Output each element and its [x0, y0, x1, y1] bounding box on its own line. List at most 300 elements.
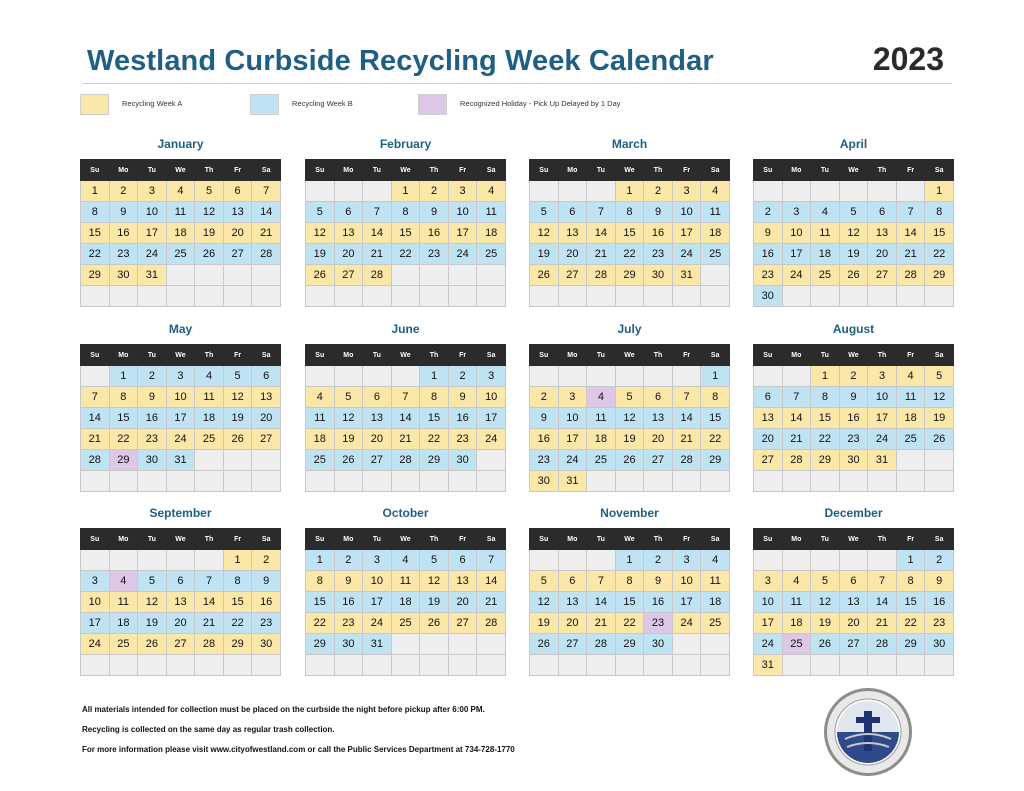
empty-day-cell: [558, 286, 587, 307]
day-cell: 21: [868, 613, 897, 634]
empty-day-cell: [615, 655, 644, 676]
day-cell: 26: [925, 429, 954, 450]
day-cell: 20: [334, 244, 363, 265]
day-cell: 8: [896, 571, 925, 592]
weekday-label: Tu: [363, 345, 392, 366]
empty-day-cell: [701, 471, 730, 492]
day-cell: 18: [109, 613, 138, 634]
day-cell: 1: [109, 366, 138, 387]
week-row: [81, 471, 281, 492]
weekday-label: Su: [754, 345, 783, 366]
day-cell: 30: [530, 471, 559, 492]
empty-day-cell: [109, 655, 138, 676]
weekday-label: We: [166, 529, 195, 550]
day-cell: 14: [363, 223, 392, 244]
day-cell: 12: [925, 387, 954, 408]
day-cell: 22: [223, 613, 252, 634]
month-table: [529, 528, 730, 676]
week-row: [306, 387, 506, 408]
weekday-label: Sa: [701, 160, 730, 181]
empty-day-cell: [195, 265, 224, 286]
day-cell: 3: [363, 550, 392, 571]
weekday-label: Su: [754, 160, 783, 181]
day-cell: 11: [391, 571, 420, 592]
week-row: [81, 592, 281, 613]
day-cell: 12: [334, 408, 363, 429]
day-cell: 3: [558, 387, 587, 408]
day-cell: 4: [477, 181, 506, 202]
day-cell: 19: [839, 244, 868, 265]
weekday-header-row: [306, 160, 506, 181]
day-cell: 28: [363, 265, 392, 286]
day-cell: 16: [925, 592, 954, 613]
day-cell: 15: [615, 223, 644, 244]
day-cell: 10: [166, 387, 195, 408]
weekday-label: Fr: [448, 345, 477, 366]
week-row: [81, 202, 281, 223]
day-cell: 21: [782, 429, 811, 450]
day-cell: 20: [558, 244, 587, 265]
empty-day-cell: [701, 286, 730, 307]
day-cell: 27: [166, 634, 195, 655]
week-row: [306, 429, 506, 450]
day-cell: 28: [587, 634, 616, 655]
day-cell: 13: [558, 592, 587, 613]
empty-day-cell: [672, 471, 701, 492]
day-cell: 21: [252, 223, 281, 244]
weekday-label: Mo: [334, 160, 363, 181]
empty-day-cell: [252, 265, 281, 286]
day-cell: 17: [868, 408, 897, 429]
empty-day-cell: [615, 286, 644, 307]
day-cell: 12: [223, 387, 252, 408]
weekday-label: Su: [81, 529, 110, 550]
day-cell: 23: [109, 244, 138, 265]
day-cell: 10: [672, 202, 701, 223]
empty-day-cell: [166, 655, 195, 676]
day-cell: 19: [334, 429, 363, 450]
day-cell: 22: [391, 244, 420, 265]
day-cell: 27: [252, 429, 281, 450]
day-cell: 19: [530, 613, 559, 634]
day-cell: 21: [363, 244, 392, 265]
weekday-label: Mo: [558, 160, 587, 181]
empty-day-cell: [334, 366, 363, 387]
day-cell: 10: [868, 387, 897, 408]
day-cell: 11: [166, 202, 195, 223]
week-row: [754, 571, 954, 592]
empty-day-cell: [448, 655, 477, 676]
weekday-label: Sa: [252, 160, 281, 181]
day-cell: 3: [477, 366, 506, 387]
week-row: [306, 265, 506, 286]
empty-day-cell: [615, 366, 644, 387]
day-cell: 25: [306, 450, 335, 471]
empty-day-cell: [587, 655, 616, 676]
empty-day-cell: [109, 286, 138, 307]
week-row: [81, 550, 281, 571]
empty-day-cell: [363, 471, 392, 492]
empty-day-cell: [420, 655, 449, 676]
week-row: [754, 592, 954, 613]
day-cell: 26: [811, 634, 840, 655]
empty-day-cell: [782, 655, 811, 676]
day-cell: 19: [306, 244, 335, 265]
weekday-header-row: [754, 529, 954, 550]
day-cell: 30: [334, 634, 363, 655]
weekday-label: Sa: [701, 529, 730, 550]
empty-day-cell: [363, 286, 392, 307]
day-cell: 20: [839, 613, 868, 634]
day-cell: 6: [839, 571, 868, 592]
weekday-label: We: [615, 529, 644, 550]
week-row: [530, 286, 730, 307]
week-row: [530, 450, 730, 471]
day-cell: 18: [195, 408, 224, 429]
day-cell: 6: [558, 571, 587, 592]
day-cell: 1: [811, 366, 840, 387]
day-cell: 3: [782, 202, 811, 223]
weekday-header-row: [81, 160, 281, 181]
day-cell: 21: [587, 613, 616, 634]
empty-day-cell: [754, 366, 783, 387]
month-table: [753, 159, 954, 307]
day-cell: 1: [306, 550, 335, 571]
empty-day-cell: [868, 471, 897, 492]
day-cell: 17: [782, 244, 811, 265]
day-cell: 29: [420, 450, 449, 471]
day-cell: 31: [672, 265, 701, 286]
week-row: [81, 387, 281, 408]
week-row: [306, 366, 506, 387]
month-table: [305, 528, 506, 676]
month-name: September: [149, 506, 212, 520]
week-row: [530, 202, 730, 223]
day-cell: 5: [615, 387, 644, 408]
empty-day-cell: [420, 265, 449, 286]
day-cell: 7: [587, 571, 616, 592]
empty-day-cell: [782, 286, 811, 307]
week-row: [306, 244, 506, 265]
empty-day-cell: [530, 550, 559, 571]
week-row: [306, 450, 506, 471]
day-cell: 7: [252, 181, 281, 202]
day-cell: 22: [811, 429, 840, 450]
day-cell: 17: [166, 408, 195, 429]
week-row: [754, 408, 954, 429]
day-cell: 31: [868, 450, 897, 471]
weekday-label: Fr: [672, 160, 701, 181]
day-cell: 12: [839, 223, 868, 244]
week-row: [81, 571, 281, 592]
day-cell: 15: [391, 223, 420, 244]
legend-label: Recognized Holiday - Pick Up Delayed by 1 Day: [460, 99, 621, 108]
empty-day-cell: [166, 550, 195, 571]
day-cell: 24: [166, 429, 195, 450]
day-cell: 29: [701, 450, 730, 471]
empty-day-cell: [839, 550, 868, 571]
empty-day-cell: [334, 471, 363, 492]
week-row: [754, 429, 954, 450]
day-cell: 27: [223, 244, 252, 265]
day-cell: 11: [109, 592, 138, 613]
week-row: [306, 471, 506, 492]
day-cell: 21: [81, 429, 110, 450]
day-cell: 31: [558, 471, 587, 492]
weekday-label: Su: [81, 345, 110, 366]
weekday-label: Su: [306, 160, 335, 181]
weekday-label: Tu: [138, 160, 167, 181]
day-cell: 24: [868, 429, 897, 450]
day-cell: 16: [448, 408, 477, 429]
day-cell: 12: [811, 592, 840, 613]
day-cell: 14: [81, 408, 110, 429]
day-cell: 25: [896, 429, 925, 450]
day-cell: 5: [334, 387, 363, 408]
day-cell: 14: [896, 223, 925, 244]
city-seal-icon: [823, 687, 913, 777]
week-row: [81, 286, 281, 307]
empty-day-cell: [109, 471, 138, 492]
empty-day-cell: [530, 366, 559, 387]
day-cell: 15: [925, 223, 954, 244]
empty-day-cell: [420, 286, 449, 307]
weekday-label: Tu: [138, 345, 167, 366]
day-cell: 28: [672, 450, 701, 471]
day-cell: 7: [195, 571, 224, 592]
day-cell: 13: [448, 571, 477, 592]
day-cell: 15: [701, 408, 730, 429]
day-cell: 5: [138, 571, 167, 592]
day-cell: 7: [81, 387, 110, 408]
month-name: July: [617, 322, 642, 336]
week-row: [530, 387, 730, 408]
week-row: [81, 181, 281, 202]
week-row: [81, 408, 281, 429]
weekday-header-row: [530, 529, 730, 550]
day-cell: 29: [306, 634, 335, 655]
empty-day-cell: [782, 471, 811, 492]
empty-day-cell: [868, 550, 897, 571]
day-cell: 24: [782, 265, 811, 286]
empty-day-cell: [896, 655, 925, 676]
day-cell: 26: [306, 265, 335, 286]
day-cell: 18: [701, 592, 730, 613]
weekday-label: Tu: [138, 529, 167, 550]
day-cell: 7: [782, 387, 811, 408]
empty-day-cell: [644, 286, 673, 307]
empty-day-cell: [811, 655, 840, 676]
day-cell: 18: [811, 244, 840, 265]
day-cell: 25: [166, 244, 195, 265]
day-cell: 29: [896, 634, 925, 655]
empty-day-cell: [420, 471, 449, 492]
day-cell: 30: [839, 450, 868, 471]
month-name: November: [600, 506, 659, 520]
day-cell: 29: [615, 265, 644, 286]
day-cell: 16: [138, 408, 167, 429]
weekday-label: Th: [644, 345, 673, 366]
week-row: [530, 181, 730, 202]
day-cell: 16: [109, 223, 138, 244]
week-row: [530, 265, 730, 286]
weekday-label: Tu: [811, 529, 840, 550]
weekday-label: Th: [195, 160, 224, 181]
weekday-label: Tu: [587, 345, 616, 366]
day-cell: 17: [558, 429, 587, 450]
day-cell: 2: [138, 366, 167, 387]
day-cell: 19: [223, 408, 252, 429]
day-cell: 2: [839, 366, 868, 387]
day-cell: 24: [138, 244, 167, 265]
weekday-label: We: [615, 160, 644, 181]
empty-day-cell: [223, 655, 252, 676]
day-cell: 16: [754, 244, 783, 265]
empty-day-cell: [306, 655, 335, 676]
day-cell: 20: [363, 429, 392, 450]
day-cell: 19: [811, 613, 840, 634]
day-cell: 27: [839, 634, 868, 655]
week-row: [754, 613, 954, 634]
day-cell: 27: [754, 450, 783, 471]
empty-day-cell: [306, 471, 335, 492]
empty-day-cell: [477, 450, 506, 471]
month-name: August: [832, 322, 875, 336]
empty-day-cell: [81, 366, 110, 387]
weekday-header-row: [81, 529, 281, 550]
day-cell: 8: [701, 387, 730, 408]
day-cell: 23: [839, 429, 868, 450]
note-collection-day: Recycling is collected on the same day as regular trash collection.: [82, 725, 335, 734]
week-row: [754, 550, 954, 571]
day-cell: 16: [644, 592, 673, 613]
day-cell: 25: [109, 634, 138, 655]
empty-day-cell: [672, 366, 701, 387]
day-cell: 9: [448, 387, 477, 408]
day-cell: 19: [925, 408, 954, 429]
day-cell: 22: [925, 244, 954, 265]
day-cell: 17: [672, 223, 701, 244]
day-cell: 24: [558, 450, 587, 471]
day-cell: 20: [166, 613, 195, 634]
weekday-label: Sa: [477, 345, 506, 366]
page-title: Westland Curbside Recycling Week Calendar: [87, 45, 714, 77]
day-cell: 21: [477, 592, 506, 613]
day-cell: 30: [925, 634, 954, 655]
day-cell: 13: [754, 408, 783, 429]
week-row: [306, 571, 506, 592]
day-cell: 21: [195, 613, 224, 634]
empty-day-cell: [166, 265, 195, 286]
footer-notes: [82, 704, 802, 764]
day-cell: 27: [334, 265, 363, 286]
empty-day-cell: [195, 286, 224, 307]
day-cell: 20: [868, 244, 897, 265]
week-row: [81, 366, 281, 387]
week-row: [81, 613, 281, 634]
day-cell: 20: [754, 429, 783, 450]
empty-day-cell: [252, 450, 281, 471]
day-cell: 15: [615, 592, 644, 613]
day-cell: 28: [195, 634, 224, 655]
empty-day-cell: [672, 286, 701, 307]
legend-label: Recycling Week B: [292, 99, 353, 108]
empty-day-cell: [448, 265, 477, 286]
day-cell: 9: [334, 571, 363, 592]
day-cell: 8: [223, 571, 252, 592]
day-cell: 25: [782, 634, 811, 655]
day-cell: 15: [109, 408, 138, 429]
empty-day-cell: [195, 471, 224, 492]
weekday-header-row: [530, 160, 730, 181]
weekday-label: We: [391, 345, 420, 366]
empty-day-cell: [644, 655, 673, 676]
weekday-label: We: [391, 160, 420, 181]
day-cell: 14: [252, 202, 281, 223]
week-row: [530, 429, 730, 450]
empty-day-cell: [223, 265, 252, 286]
day-cell: 31: [363, 634, 392, 655]
day-cell: 18: [896, 408, 925, 429]
empty-day-cell: [868, 181, 897, 202]
day-cell: 17: [754, 613, 783, 634]
month-name: October: [382, 506, 429, 520]
day-cell: 10: [448, 202, 477, 223]
day-cell: 22: [109, 429, 138, 450]
day-cell: 15: [420, 408, 449, 429]
weekday-label: Tu: [587, 160, 616, 181]
day-cell: 1: [925, 181, 954, 202]
day-cell: 7: [868, 571, 897, 592]
empty-day-cell: [306, 286, 335, 307]
week-row: [306, 408, 506, 429]
note-contact: For more information please visit www.cityofwestland.com or call the Public Services Department at 734-728-1770: [82, 745, 515, 754]
day-cell: 12: [530, 223, 559, 244]
day-cell: 25: [391, 613, 420, 634]
day-cell: 10: [754, 592, 783, 613]
weekday-label: Su: [530, 529, 559, 550]
empty-day-cell: [448, 634, 477, 655]
week-row: [81, 655, 281, 676]
weekday-label: Sa: [252, 345, 281, 366]
empty-day-cell: [672, 634, 701, 655]
day-cell: 1: [615, 550, 644, 571]
empty-day-cell: [925, 471, 954, 492]
day-cell: 30: [448, 450, 477, 471]
day-cell: 4: [166, 181, 195, 202]
day-cell: 4: [306, 387, 335, 408]
day-cell: 8: [391, 202, 420, 223]
day-cell: 16: [839, 408, 868, 429]
day-cell: 1: [223, 550, 252, 571]
day-cell: 12: [615, 408, 644, 429]
empty-day-cell: [81, 655, 110, 676]
empty-day-cell: [558, 181, 587, 202]
week-row: [306, 550, 506, 571]
empty-day-cell: [477, 265, 506, 286]
day-cell: 29: [81, 265, 110, 286]
month-table: [80, 159, 281, 307]
week-row: [754, 655, 954, 676]
day-cell: 20: [448, 592, 477, 613]
week-row: [754, 450, 954, 471]
weekday-label: Tu: [587, 529, 616, 550]
empty-day-cell: [477, 286, 506, 307]
empty-day-cell: [363, 366, 392, 387]
empty-day-cell: [868, 286, 897, 307]
week-row: [754, 244, 954, 265]
week-row: [306, 202, 506, 223]
